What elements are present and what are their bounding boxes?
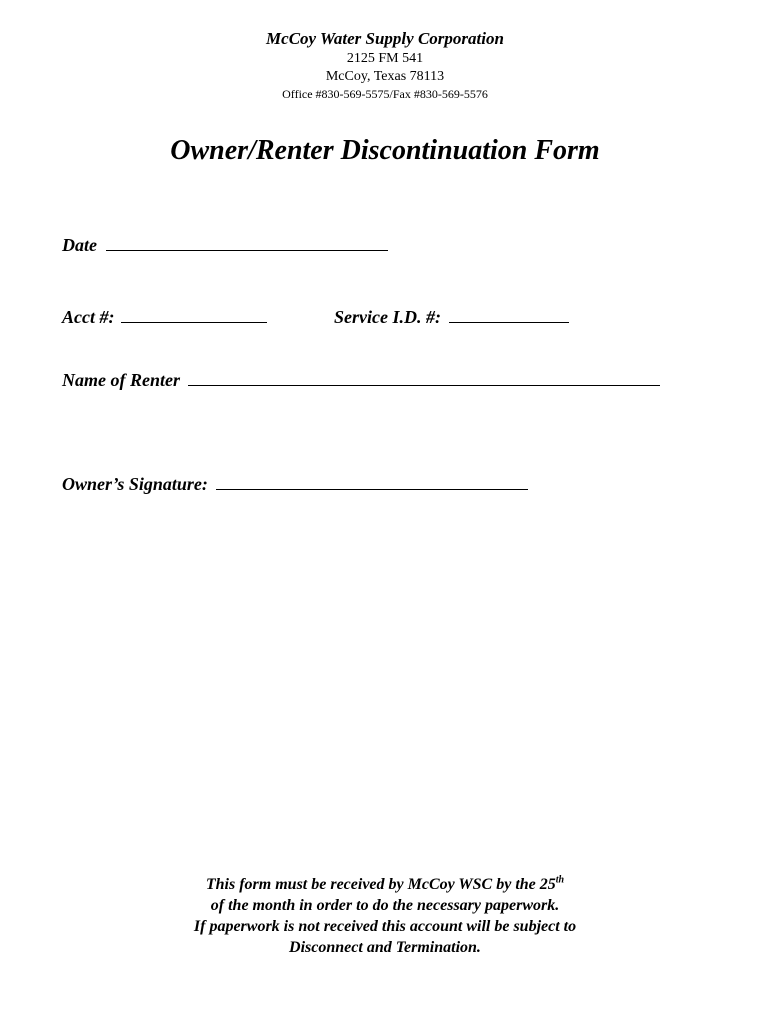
owner-signature-field [62, 471, 528, 496]
organization-name: McCoy Water Supply Corporation [266, 29, 504, 48]
account-number-field [62, 304, 267, 329]
renter-name-field [62, 367, 660, 392]
deadline-notice [0, 874, 770, 958]
account-number-label: Acct #: [62, 307, 115, 327]
notice-line-4: Disconnect and Termination. [289, 939, 481, 956]
owner-signature-label: Owner’s Signature: [62, 474, 208, 494]
account-number-blank-line[interactable] [121, 304, 267, 323]
ordinal-suffix: th [555, 874, 565, 886]
address-line-1: 2125 FM 541 [346, 51, 424, 66]
notice-line-3: If paperwork is not received this account will be subject to [193, 918, 577, 935]
service-id-blank-line[interactable] [449, 304, 569, 323]
renter-name-blank-line[interactable] [188, 367, 660, 386]
date-label: Date [62, 235, 97, 255]
phone-fax: Office #830-569-5575/Fax #830-569-5576 [282, 87, 488, 101]
notice-line-2: of the month in order to do the necessary paperwork. [210, 897, 560, 914]
form-title: Owner/Renter Discontinuation Form [170, 135, 600, 166]
service-id-label: Service I.D. #: [334, 307, 441, 327]
renter-name-label: Name of Renter [62, 370, 180, 390]
owner-signature-blank-line[interactable] [216, 471, 528, 490]
letterhead [0, 28, 770, 102]
date-blank-line[interactable] [106, 232, 388, 251]
notice-line-1: This form must be received by McCoy WSC by the 25th [205, 874, 565, 893]
service-id-field [334, 304, 569, 329]
date-field [62, 232, 388, 257]
address-line-2: McCoy, Texas 78113 [325, 69, 445, 84]
